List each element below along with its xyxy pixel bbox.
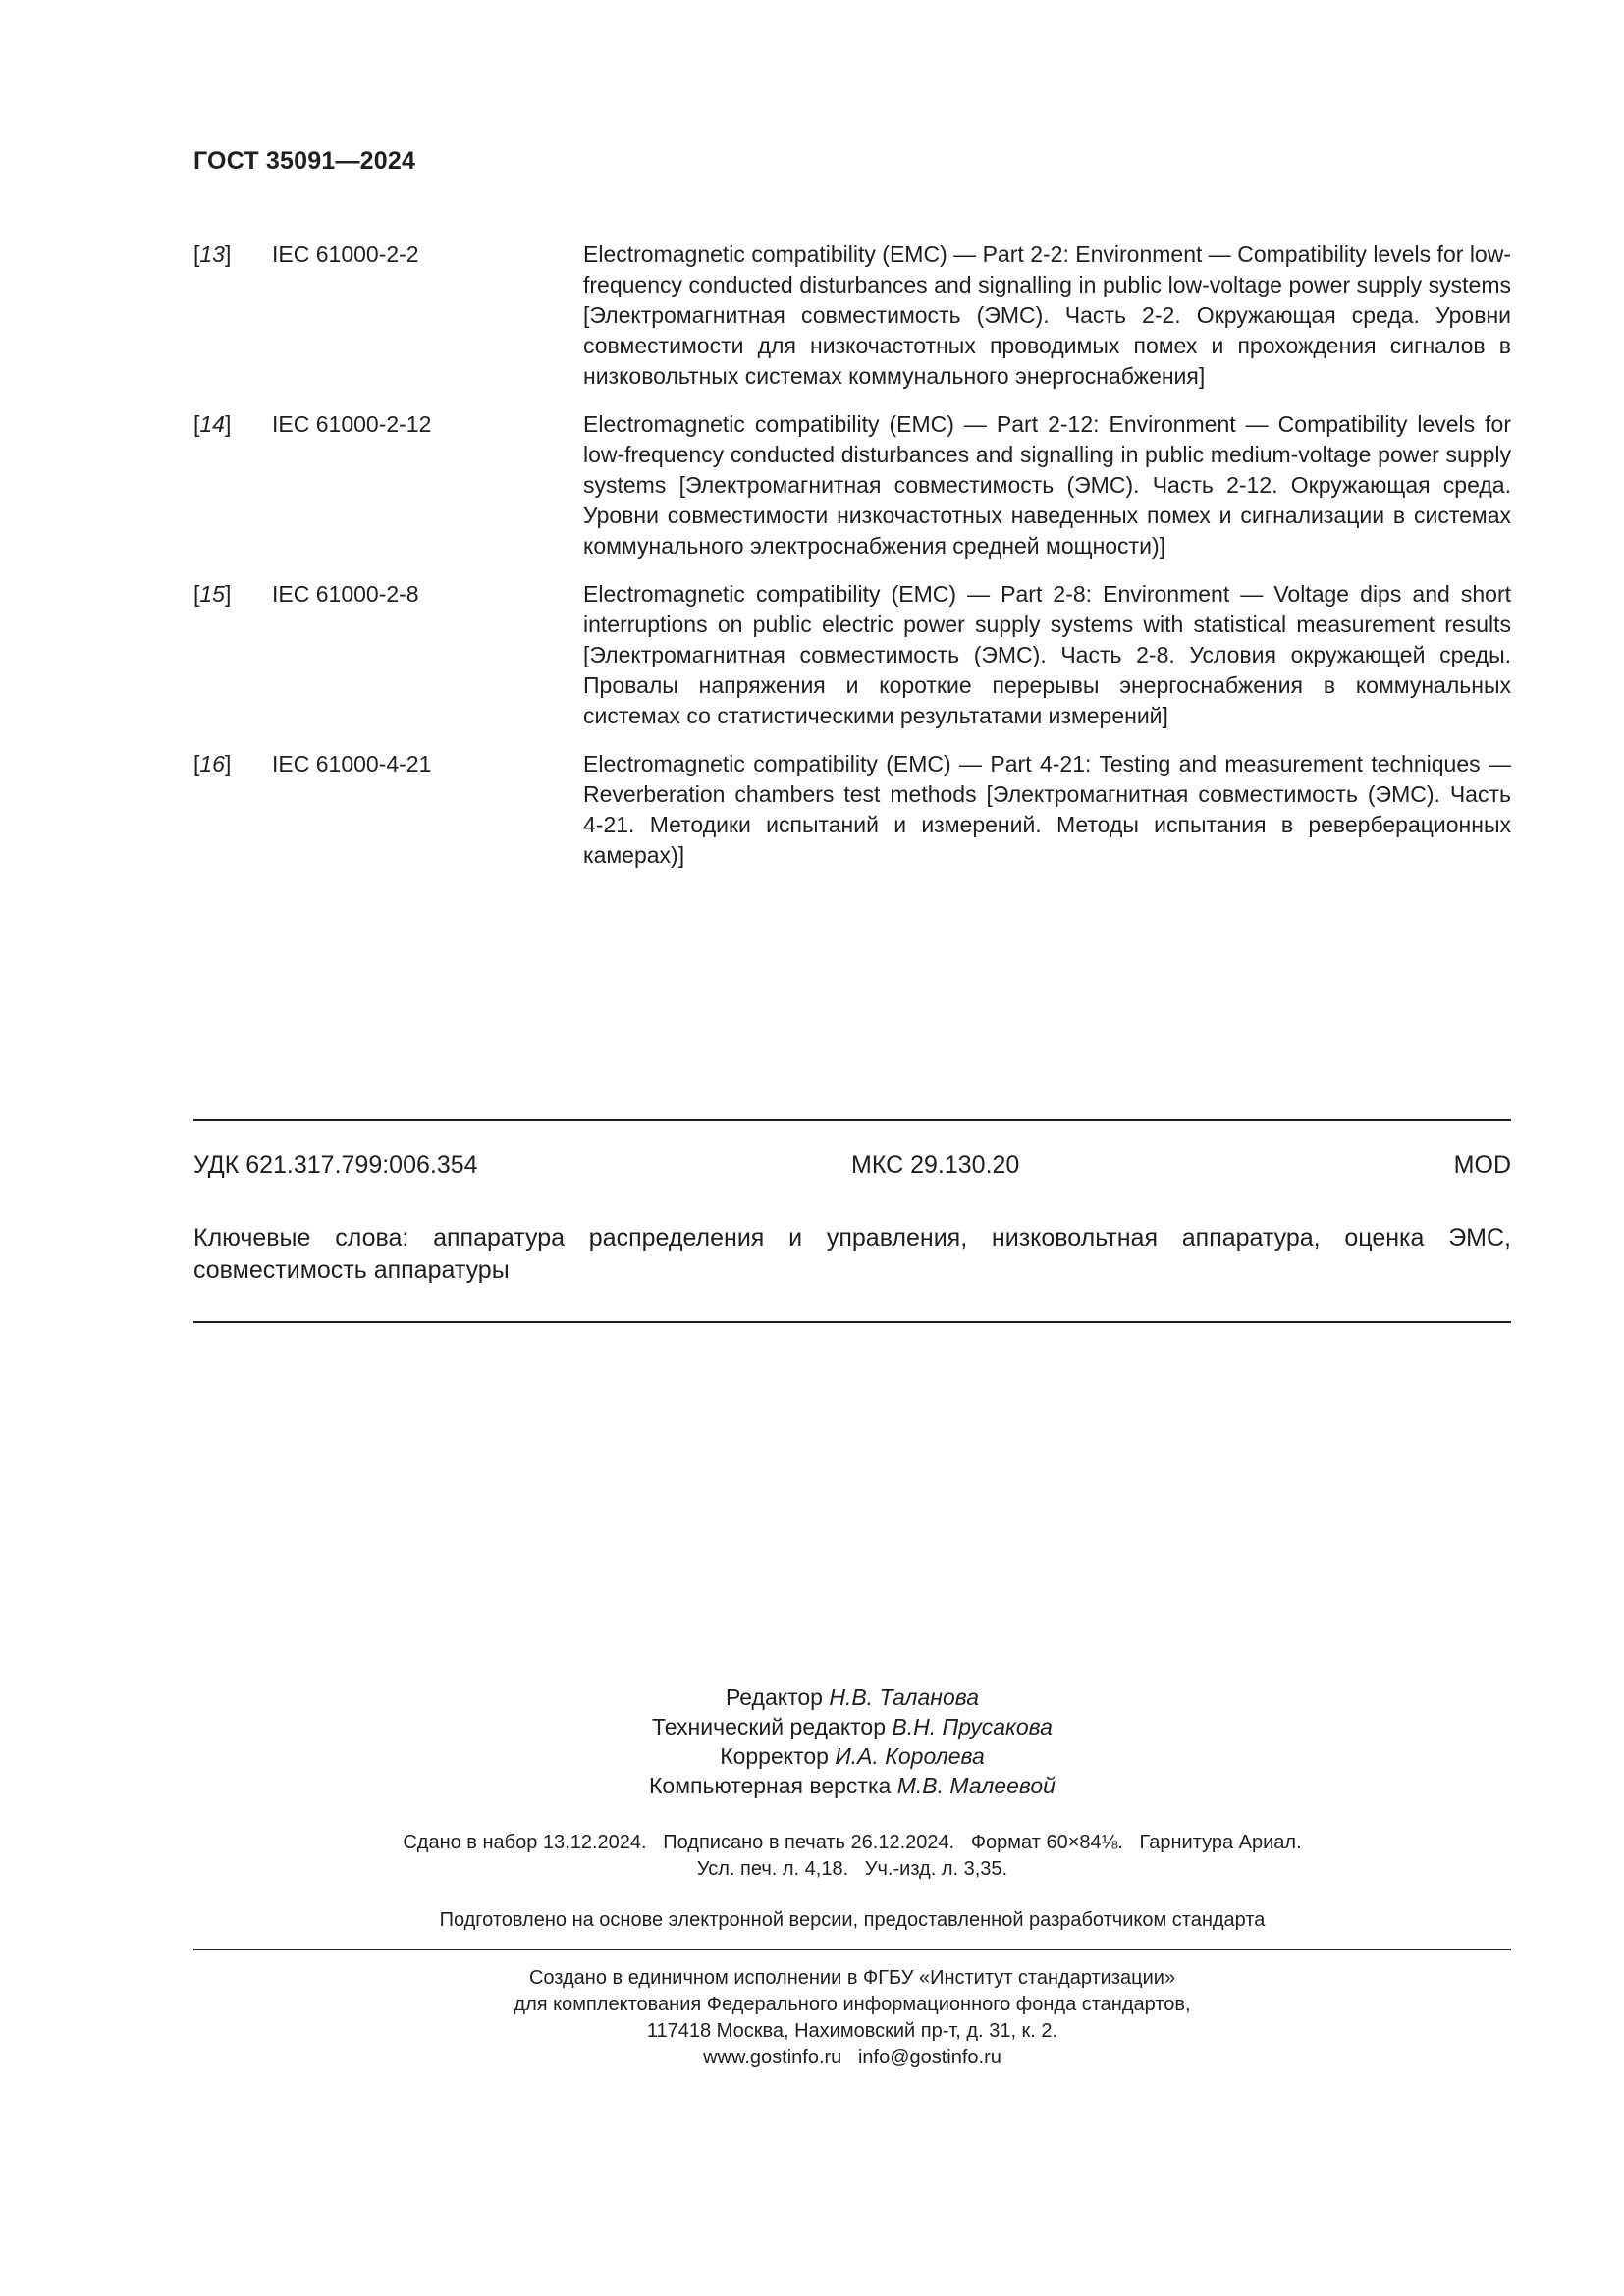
ref-code: IEC 61000-2-2: [272, 241, 419, 267]
ref-number: [14]: [193, 411, 232, 437]
bibliography-entry: [193, 409, 1511, 561]
publisher-contacts: www.gostinfo.ru info@gostinfo.ru: [703, 2047, 1001, 2068]
publisher-line: для комплектования Федерального информационного фонда стандартов,: [514, 1994, 1191, 2015]
ref-title: Electromagnetic compatibility (EMC) — Part 2-12: Environment — Compatibility levels for low-frequency conducted disturbances and signalling in public medium-voltage power supply systems [Электромагнитная совместимость (ЭМС). Часть 2-12. Окружающая среда. Уровни совместимости низкочастотных наведенных помех и сигнализации в системах коммунального электроснабжения средней мощности)]: [583, 411, 1511, 559]
credit-line: Корректор И.А. Королева: [720, 1743, 985, 1769]
ref-code: IEC 61000-4-21: [272, 751, 432, 776]
credit-line: Технический редактор В.Н. Прусакова: [652, 1714, 1053, 1739]
mod-label: MOD: [1453, 1151, 1511, 1179]
bibliography-entry: [193, 749, 1511, 871]
print-info: [193, 1830, 1511, 1883]
ref-code: IEC 61000-2-8: [272, 581, 419, 607]
bibliography-list: [193, 240, 1511, 888]
divider-top: [193, 1119, 1511, 1121]
prepared-note: Подготовлено на основе электронной версии, предоставленной разработчиком стандарта: [439, 1909, 1266, 1931]
ref-code: IEC 61000-2-12: [272, 411, 432, 437]
ref-number: [16]: [193, 751, 232, 776]
credit-line: Компьютерная верстка М.В. Малеевой: [649, 1773, 1056, 1798]
publisher-block: [193, 1965, 1511, 2071]
publisher-line: 117418 Москва, Нахимовский пр-т, д. 31, к. 2.: [646, 2020, 1058, 2042]
udk-code: УДК 621.317.799:006.354: [193, 1151, 478, 1179]
mks-code: МКС 29.130.20: [851, 1151, 1020, 1179]
bibliography-entry: [193, 240, 1511, 392]
keywords: Ключевые слова: аппаратура распределения и управления, низковольтная аппаратура, оценка ЭМС, совместимость аппаратуры: [193, 1224, 1511, 1284]
credit-line: Редактор Н.В. Таланова: [725, 1684, 980, 1710]
classification-row: [193, 1151, 1511, 1183]
credits-block: [193, 1682, 1511, 1800]
publisher-line: Создано в единичном исполнении в ФГБУ «Институт стандартизации»: [528, 1967, 1176, 1989]
ref-number: [15]: [193, 581, 232, 607]
print-info-line: Усл. печ. л. 4,18. Уч.-изд. л. 3,35.: [696, 1858, 1008, 1880]
ref-title: Electromagnetic compatibility (EMC) — Part 2-8: Environment — Voltage dips and short interruptions on public electric power supply systems with statistical measurement results [Электромагнитная совместимость (ЭМС). Часть 2-8. Условия окружающей среды. Провалы напряжения и короткие перерывы энергоснабжения в коммунальных системах со статистическими результатами измерений]: [583, 581, 1511, 728]
ref-title: Electromagnetic compatibility (EMC) — Part 4-21: Testing and measurement techniques — Reverberation chambers test methods [Электромагнитная совместимость (ЭМС). Часть 4-21. Методики испытаний и измерений. Методы испытания в реверберационных камерах)]: [583, 751, 1511, 868]
ref-title: Electromagnetic compatibility (EMC) — Part 2-2: Environment — Compatibility levels for low-frequency conducted disturbances and signalling in public low-voltage power supply systems [Электромагнитная совместимость (ЭМС). Часть 2-2. Окружающая среда. Уровни совместимости для низкочастотных проводимых помех и прохождения сигналов в низковольтных системах коммунального энергоснабжения]: [583, 241, 1511, 389]
divider-middle: [193, 1321, 1511, 1323]
print-info-line: Сдано в набор 13.12.2024. Подписано в печать 26.12.2024. Формат 60×84⅛. Гарнитура Ариал.: [403, 1832, 1302, 1853]
page-header-standard-id: ГОСТ 35091—2024: [193, 147, 416, 175]
divider-bottom: [193, 1949, 1511, 1950]
bibliography-entry: [193, 579, 1511, 731]
ref-number: [13]: [193, 241, 232, 267]
